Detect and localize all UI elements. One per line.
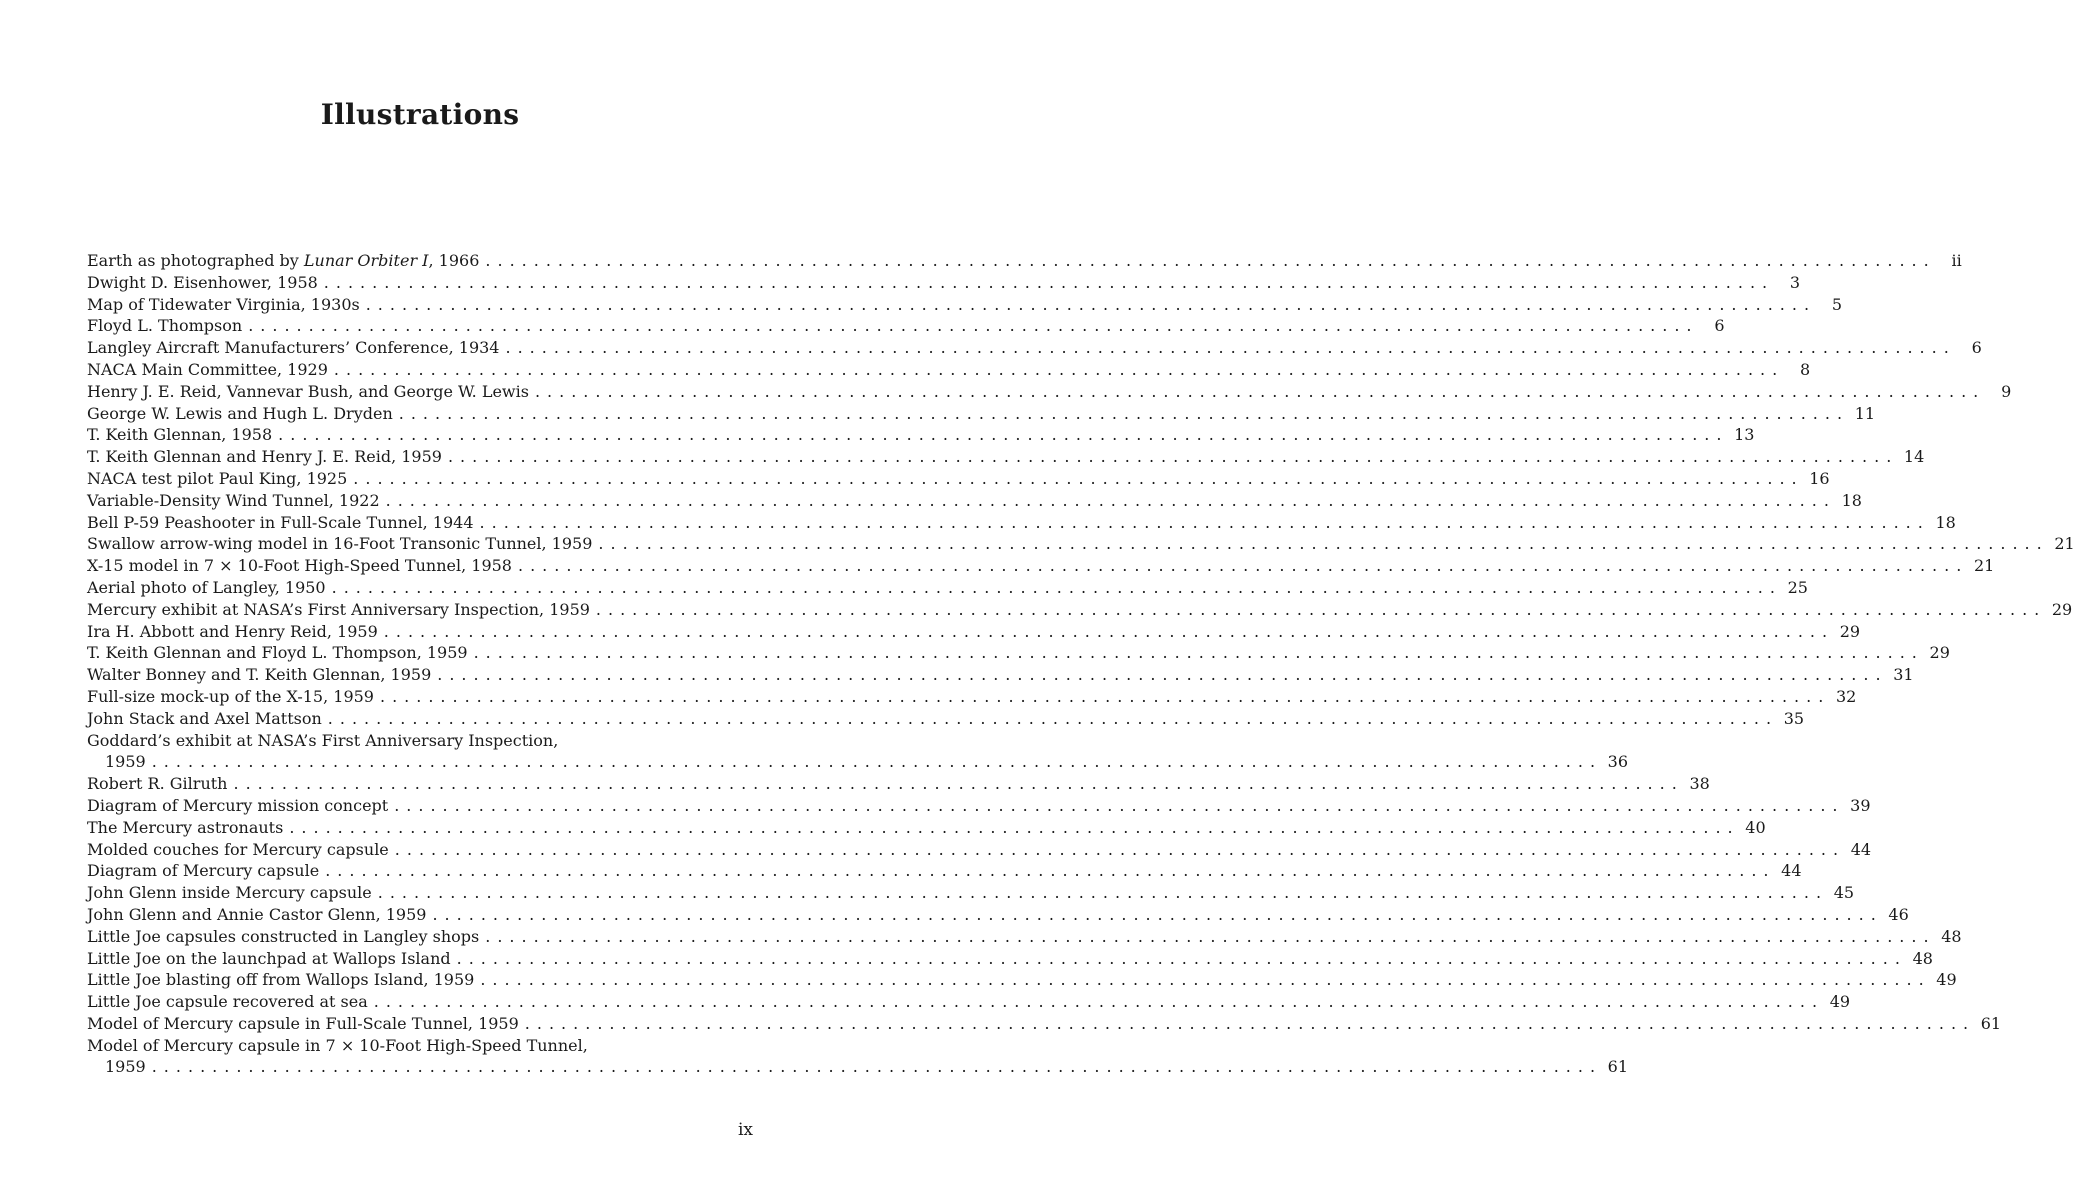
entry-title: The Mercury astronauts <box>87 817 284 837</box>
list-item <box>87 708 1805 730</box>
entry-page-number: 9 <box>2001 381 2012 401</box>
dot-leader: ........................................................................................................................ <box>437 665 1888 685</box>
dot-leader: ........................................................................................................................ <box>485 251 1936 270</box>
list-item <box>87 664 1914 686</box>
dot-leader: ........................................................................................................................ <box>331 577 1782 597</box>
entry-page-number: 29 <box>1839 621 1861 641</box>
entry-page-number: 44 <box>1781 861 1802 881</box>
entry-title: Swallow arrow-wing model in 16-Foot Transonic Tunnel, 1959 <box>87 534 593 554</box>
dot-leader: ........................................................................................................................ <box>598 534 2049 554</box>
entry-page-number: 18 <box>1935 512 1956 532</box>
entry-title: T. Keith Glennan and Henry J. E. Reid, 1959 <box>87 447 442 467</box>
list-item <box>87 795 1871 817</box>
list-item <box>87 359 1811 381</box>
entry-title: Ira H. Abbott and Henry Reid, 1959 <box>87 621 378 641</box>
entry-page-number: 29 <box>1929 643 1950 663</box>
list-item <box>87 991 1851 1013</box>
entry-title: NACA test pilot Paul King, 1925 <box>87 468 348 488</box>
dot-leader: ........................................................................................................................ <box>353 468 1804 488</box>
dot-leader: ........................................................................................................................ <box>524 1013 1976 1033</box>
entry-title: John Glenn inside Mercury capsule <box>87 883 372 903</box>
list-item <box>87 381 2012 403</box>
list-item <box>87 969 1957 991</box>
entry-page-number: 45 <box>1833 883 1855 903</box>
list-item <box>87 403 1876 425</box>
dot-leader: ........................................................................................................................ <box>398 403 1850 423</box>
dot-leader: ........................................................................................................................ <box>505 338 1956 358</box>
entry-page-number: 61 <box>1607 1057 1629 1077</box>
entry-page-number: 35 <box>1783 708 1805 728</box>
dot-leader: ........................................................................................................................ <box>327 708 1779 728</box>
entry-page-number: 8 <box>1800 359 1811 379</box>
entry-page-number: 48 <box>1912 948 1933 968</box>
entry-page-number: 5 <box>1831 294 1843 314</box>
entry-title-suffix: , 1966 <box>428 251 480 270</box>
entry-title: Aerial photo of Langley, 1950 <box>87 577 326 597</box>
dot-leader: ........................................................................................................................ <box>278 425 1729 445</box>
entry-page-number: 31 <box>1893 665 1914 685</box>
entry-title: Robert R. Gilruth <box>87 774 228 794</box>
dot-leader: ........................................................................................................................ <box>248 316 1699 336</box>
entry-page-number: 38 <box>1689 774 1710 794</box>
entry-page-number: ii <box>1951 251 1962 270</box>
entry-title: Mercury exhibit at NASA’s First Anniversary Inspection, 1959 <box>87 599 590 619</box>
list-item <box>87 577 1808 599</box>
dot-leader: ........................................................................................................................ <box>517 556 1969 576</box>
dot-leader: ........................................................................................................................ <box>379 686 1831 706</box>
list-item <box>87 948 1933 970</box>
list-item <box>87 250 1962 272</box>
dot-leader: ........................................................................................................................ <box>377 883 1829 903</box>
dot-leader: ........................................................................................................................ <box>432 904 1883 924</box>
list-item <box>87 1056 1629 1078</box>
list-item <box>87 315 1725 337</box>
list-item <box>87 882 1855 904</box>
entry-page-number: 11 <box>1854 403 1876 423</box>
entry-title: Langley Aircraft Manufacturers’ Conference, 1934 <box>87 338 500 358</box>
entry-page-number: 14 <box>1903 447 1925 467</box>
list-item <box>87 926 1962 948</box>
entry-title: NACA Main Committee, 1929 <box>87 359 328 379</box>
entry-title-italic: Lunar Orbiter I <box>303 251 429 270</box>
dot-leader: ........................................................................................................................ <box>325 861 1776 881</box>
dot-leader: ........................................................................................................................ <box>151 752 1603 772</box>
dot-leader: ........................................................................................................................ <box>333 359 1785 379</box>
dot-leader: ........................................................................................................................ <box>480 970 1931 990</box>
dot-leader: ........................................................................................................................ <box>394 795 1845 815</box>
entry-page-number: 6 <box>1714 316 1725 336</box>
entry-title: 1959 <box>105 1057 146 1077</box>
entry-title: Floyd L. Thompson <box>87 316 243 336</box>
list-item <box>87 839 1872 861</box>
entry-page-number: 25 <box>1787 577 1808 597</box>
list-item <box>87 490 1862 512</box>
entry-title: T. Keith Glennan, 1958 <box>87 425 273 445</box>
entry-title: Little Joe capsules constructed in Langley shops <box>87 926 480 946</box>
list-item <box>87 599 2073 621</box>
entry-title: Full-size mock-up of the X-15, 1959 <box>87 686 374 706</box>
list-item <box>87 1013 2002 1035</box>
list-item <box>87 512 1956 534</box>
entry-page-number: 46 <box>1888 904 1909 924</box>
list-item <box>87 533 2075 555</box>
entry-title: Variable-Density Wind Tunnel, 1922 <box>87 490 380 510</box>
entry-page-number: 49 <box>1829 992 1851 1012</box>
list-item <box>87 272 1801 294</box>
list-item <box>87 686 1857 708</box>
entry-page-number: 16 <box>1809 468 1830 488</box>
entry-page-number: 13 <box>1734 425 1755 445</box>
dot-leader: ........................................................................................................................ <box>473 643 1924 663</box>
dot-leader: ........................................................................................................................ <box>323 272 1775 292</box>
entry-title: Little Joe on the launchpad at Wallops Island <box>87 948 451 968</box>
list-item-first-line: Model of Mercury capsule in 7 × 10-Foot High-Speed Tunnel, <box>87 1035 588 1055</box>
entry-title: George W. Lewis and Hugh L. Dryden <box>87 403 393 423</box>
entry-page-number: 32 <box>1835 686 1857 706</box>
dot-leader: ........................................................................................................................ <box>385 490 1836 510</box>
entry-title: Walter Bonney and T. Keith Glennan, 1959 <box>87 665 432 685</box>
list-item-first-line: Goddard’s exhibit at NASA’s First Anniversary Inspection, <box>87 730 559 750</box>
entry-title: Dwight D. Eisenhower, 1958 <box>87 272 318 292</box>
list-item <box>87 817 1766 839</box>
list-item <box>87 446 1925 468</box>
dot-leader: ........................................................................................................................ <box>394 839 1846 859</box>
dot-leader: ........................................................................................................................ <box>365 294 1817 314</box>
list-item <box>87 555 1995 577</box>
dot-leader: ........................................................................................................................ <box>485 926 1936 946</box>
list-item <box>87 294 1843 316</box>
list-item <box>87 468 1830 490</box>
dot-leader: ........................................................................................................................ <box>373 992 1825 1012</box>
list-item <box>87 860 1802 882</box>
entry-page-number: 44 <box>1850 839 1872 859</box>
dot-leader: ........................................................................................................................ <box>233 774 1684 794</box>
entry-title: Map of Tidewater Virginia, 1930s <box>87 294 360 314</box>
entry-page-number: 6 <box>1971 338 1982 358</box>
entry-page-number: 61 <box>1980 1013 2002 1033</box>
dot-leader: ........................................................................................................................ <box>456 948 1907 968</box>
page-number: ix <box>737 1120 753 1140</box>
entry-title: Diagram of Mercury mission concept <box>87 795 389 815</box>
dot-leader: ........................................................................................................................ <box>289 817 1740 837</box>
dot-leader: ........................................................................................................................ <box>534 381 1986 401</box>
entry-title: Bell P-59 Peashooter in Full-Scale Tunnel, 1944 <box>87 512 474 532</box>
entry-page-number: 49 <box>1936 970 1957 990</box>
entry-page-number: 18 <box>1841 490 1862 510</box>
entry-title: John Stack and Axel Mattson <box>87 708 322 728</box>
entry-page-number: 29 <box>2051 599 2073 619</box>
page-title: Illustrations <box>320 98 520 131</box>
entry-title <box>87 250 485 272</box>
list-item <box>87 904 1909 926</box>
list-item <box>87 424 1755 446</box>
entry-title: Diagram of Mercury capsule <box>87 861 320 881</box>
illustrations-list <box>87 250 2075 1078</box>
entry-page-number: 3 <box>1789 272 1801 292</box>
list-item <box>87 773 1710 795</box>
entry-title: Henry J. E. Reid, Vannevar Bush, and George W. Lewis <box>87 381 529 401</box>
entry-title: John Glenn and Annie Castor Glenn, 1959 <box>87 904 427 924</box>
entry-title: X-15 model in 7 × 10-Foot High-Speed Tunnel, 1958 <box>87 556 512 576</box>
entry-page-number: 39 <box>1850 795 1871 815</box>
list-item <box>87 751 1629 773</box>
entry-page-number: 36 <box>1607 752 1629 772</box>
entry-page-number: 40 <box>1745 817 1766 837</box>
dot-leader: ........................................................................................................................ <box>151 1057 1603 1077</box>
entry-title: T. Keith Glennan and Floyd L. Thompson, 1959 <box>87 643 468 663</box>
dot-leader: ........................................................................................................................ <box>383 621 1835 641</box>
entry-title: Little Joe blasting off from Wallops Island, 1959 <box>87 970 475 990</box>
dot-leader: ........................................................................................................................ <box>479 512 1930 532</box>
list-item <box>87 621 1861 643</box>
entry-title: Model of Mercury capsule in Full-Scale Tunnel, 1959 <box>87 1013 519 1033</box>
dot-leader: ........................................................................................................................ <box>595 599 2047 619</box>
entry-title: 1959 <box>105 752 146 772</box>
list-item <box>87 642 1950 664</box>
entry-page-number: 48 <box>1941 926 1962 946</box>
entry-title: Molded couches for Mercury capsule <box>87 839 389 859</box>
list-item <box>87 337 1982 359</box>
entry-title: Little Joe capsule recovered at sea <box>87 992 368 1012</box>
entry-title-prefix: Earth as photographed by <box>87 251 304 270</box>
dot-leader: ........................................................................................................................ <box>447 447 1899 467</box>
entry-page-number: 21 <box>2054 534 2075 554</box>
entry-page-number: 21 <box>1973 556 1995 576</box>
